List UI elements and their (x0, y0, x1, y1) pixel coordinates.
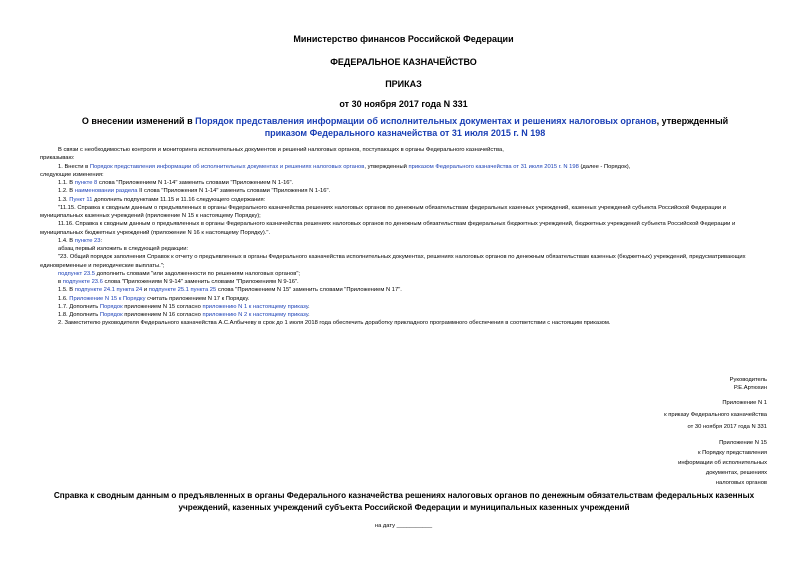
agency-name: ФЕДЕРАЛЬНОЕ КАЗНАЧЕЙСТВО (330, 57, 477, 67)
annex-15-line-1: Приложение N 15 (719, 440, 767, 446)
spravka-title: Справка к сводным данным о предъявленных в органы Федерального казначейства решениях налоговых органов по денежным обязательствам федеральных казенных учреждений, казенных учреждений субъекта Российской Федерации и муниципальных казенных учреждений (53, 491, 755, 512)
title-link-order[interactable]: Порядок представления информации об исполнительных документах и решениях налоговых органов (195, 116, 657, 126)
item-1: 1. Внести в Порядок представления информации об исполнительных документах и решениях налоговых органов, утвержденный приказом Федерального казначейства от 31 июля 2015 г. N 198 (далее - Порядок), (58, 163, 631, 170)
link-point-23[interactable]: пункте 23 (74, 237, 101, 244)
item-23-6: в подпункте 23.6 слова "Приложениям N 9-14" заменить словами "Приложениям N 9-16". (58, 279, 299, 285)
item-1-4: 1.4. В пункте 23: (58, 237, 103, 244)
item-1-1: 1.1. В пункте 8 слова "Приложением N 1-14" заменить словами "Приложением N 1-16". (58, 180, 294, 186)
link-point-8[interactable]: пункте 8 (74, 180, 98, 186)
annex-15-block (678, 438, 767, 488)
annex-1-line-3: от 30 ноября 2017 года N 331 (687, 424, 767, 430)
signature-block (730, 376, 767, 393)
annex-15-line-3: информации об исполнительных (678, 460, 767, 466)
annex-1-line-1: Приложение N 1 (722, 400, 767, 406)
signature-role: Руководитель (729, 377, 767, 383)
item-1-6: 1.6. Приложение N 15 к Порядку считать приложением N 17 к Порядку. (58, 295, 250, 302)
item-2: 2. Заместителю руководителя Федерального казначейства А.С.Албычеву в срок до 1 июля 2018 года обеспечить доработку прикладного программного обеспечения в соответствии с настоящим приказом. (58, 320, 611, 327)
link-point-11[interactable]: Пункт 11 (69, 196, 93, 203)
item-11-16: 11.16. Справка к сводным данным о предъявленных в органы Федерального казначейства решениях налоговых органов по денежным обязательствам федеральных бюджетных учреждений, бюджетных учреждений субъекта Российской Федерации и муниципальных бюджетных учреждений (приложение N 16 к настоящему Порядку).". (40, 221, 736, 236)
doc-title: О внесении изменений в Порядок представления информации об исполнительных документах и решениях налоговых органов, утвержденный приказом Федерального казначейства от 31 июля 2015 г. N 198 (81, 116, 729, 138)
annex-1-block (664, 397, 767, 433)
link-subpoint-25-1[interactable]: подпункте 25.1 пункта 25 (148, 287, 217, 294)
link-section-name[interactable]: наименовании раздела (74, 188, 138, 195)
item-23-5: подпункт 23.5 дополнить словами "или задолженности по решениям налоговых органов"; (58, 270, 300, 277)
signature-name: Р.Е.Артюхин (733, 385, 767, 392)
orders-line: приказываю: (40, 155, 75, 162)
item-1-5: 1.5. В подпункте 24.1 пункта 24 и подпункте 25.1 пункта 25 слова "Приложением N 15" заменить словами "Приложением N 17". (58, 287, 402, 294)
link-subpoint-23-6[interactable]: подпункте 23.6 (62, 279, 103, 285)
item-11-15: "11.15. Справка к сводным данным о предъявленных в органы Федерального казначейства решениях налоговых органов по денежным обязательствам федеральных казенных учреждений, казенных учреждений субъекта Российской Федерации и муниципальных казенных учреждений (приложение N 15 к настоящему Порядку); (40, 204, 727, 219)
link-order[interactable]: Порядок представления информации об исполнительных документах и решениях налоговых органов (89, 163, 365, 170)
annex-1-line-2: к приказу Федерального казначейства (664, 412, 767, 418)
item-1-4-abz: абзац первый изложить в следующей редакции: (58, 246, 189, 252)
intro-paragraph: В связи с необходимостью контроля и мониторинга исполнительных документов и решений налоговых органов, поступающих в органы Федерального казначейства, (58, 147, 504, 153)
doc-body (40, 146, 768, 328)
link-decree[interactable]: приказом Федерального казначейства от 31 июля 2015 г. N 198 (408, 163, 579, 170)
link-order-1-7[interactable]: Порядок (99, 303, 123, 310)
doc-date-number: от 30 ноября 2017 года N 331 (339, 99, 468, 109)
link-annex-2[interactable]: приложению N 2 к настоящему приказу (202, 312, 309, 318)
link-subpoint-23-5[interactable]: подпункт 23.5 (58, 270, 96, 277)
ministry-name: Министерство финансов Российской Федерации (293, 34, 514, 44)
annex-15-line-5: налоговых органов (715, 480, 767, 486)
item-1-3: 1.3. Пункт 11 дополнить подпунктами 11.15 и 11.16 следующего содержания: (58, 196, 266, 203)
item-1-7: 1.7. Дополнить Порядок приложением N 15 согласно приложению N 1 к настоящему приказу. (58, 303, 310, 310)
link-order-1-8[interactable]: Порядок (99, 312, 123, 318)
title-link-decree[interactable]: приказом Федерального казначейства от 31 июля 2015 г. N 198 (264, 128, 546, 138)
doc-type: ПРИКАЗ (385, 79, 422, 89)
date-line: на дату ___________ (374, 523, 433, 529)
link-subpoint-24-1[interactable]: подпункте 24.1 пункта 24 (74, 287, 143, 294)
item-1-2: 1.2. В наименовании раздела II слова "Приложения N 1-14" заменить словами "Приложения N 1-16". (58, 188, 331, 195)
annex-15-line-4: документах, решениях (705, 470, 767, 476)
item-1-8: 1.8. Дополнить Порядок приложением N 16 согласно приложению N 2 к настоящему приказу. (58, 312, 310, 318)
link-annex-1[interactable]: приложению N 1 к настоящему приказу (202, 303, 309, 310)
annex-15-line-2: к Порядку представления (697, 450, 767, 456)
item-23-quote: "23. Общий порядок заполнения Справок к отчету о предъявленных в органы Федерального казначейства исполнительных документах, решениях налоговых органов по денежным обязательствам казенных (бюджетных) учреждений, предусматривающих единовременные и периодические выплаты."; (40, 254, 746, 269)
link-annex-15[interactable]: Приложение N 15 к Порядку (69, 295, 146, 302)
item-1-cont: следующие изменения: (40, 171, 104, 178)
